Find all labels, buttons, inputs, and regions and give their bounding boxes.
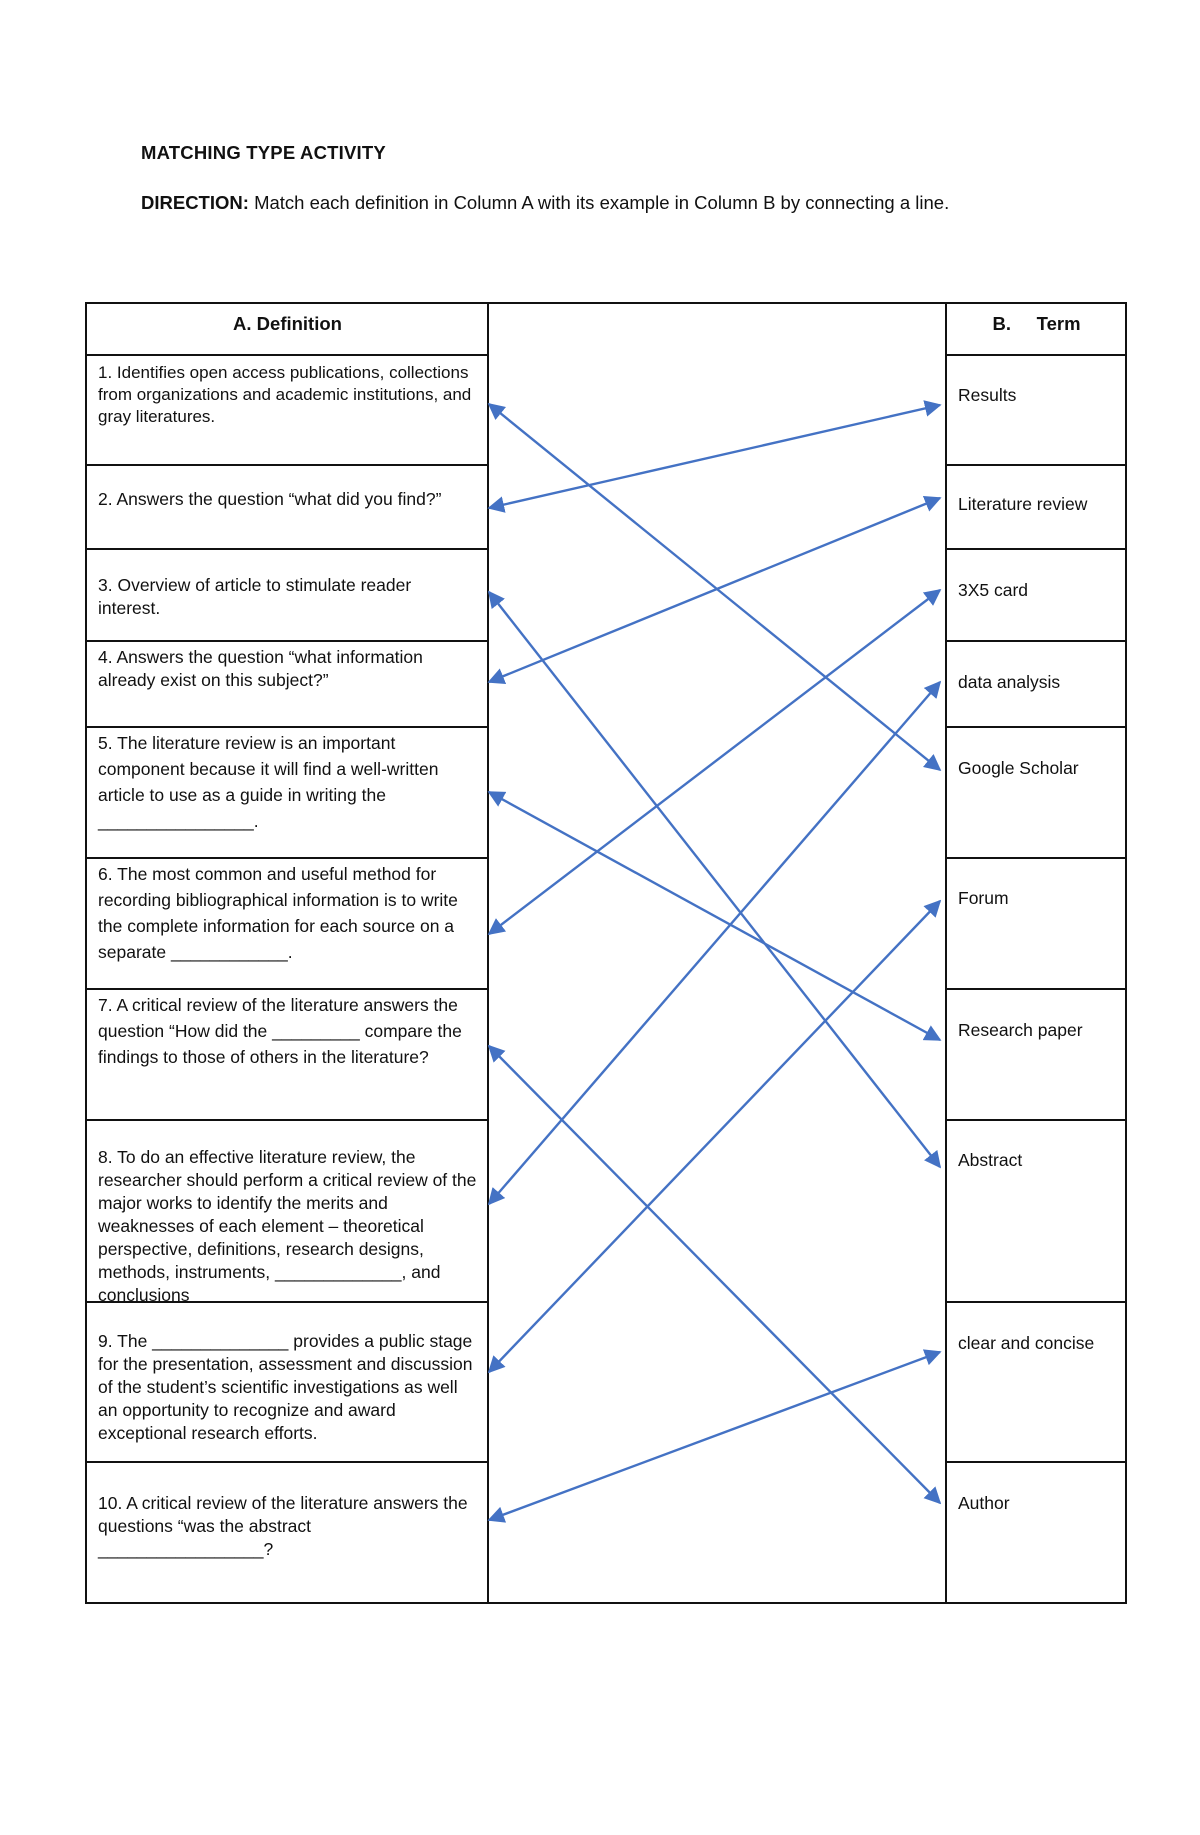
connector-4-to-2 xyxy=(489,498,940,682)
connector-5-to-7 xyxy=(489,792,940,1040)
term-3: 3X5 card xyxy=(958,580,1029,600)
definition-7: 7. A critical review of the literature answers the question “How did the _________ compare the findings to those of others in the literature? xyxy=(98,995,462,1067)
connector-1-to-5 xyxy=(489,404,940,770)
definition-9: 9. The ______________ provides a public stage for the presentation, assessment and discussion of the student’s scientific investigations as well an opportunity to recognize and award exceptional research efforts. xyxy=(98,1331,473,1443)
definition-1: 1. Identifies open access publications, collections from organizations and academic institutions, and gray literatures. xyxy=(98,363,472,426)
direction-label: DIRECTION: xyxy=(141,192,249,213)
term-6: Forum xyxy=(958,888,1009,908)
definition-10: 10. A critical review of the literature answers the questions “was the abstract _________________? xyxy=(98,1493,468,1559)
activity-title: MATCHING TYPE ACTIVITY xyxy=(141,142,386,163)
direction-body: Match each definition in Column A with its example in Column B by connecting a line. xyxy=(254,192,950,213)
term-10: Author xyxy=(958,1493,1010,1513)
term-7: Research paper xyxy=(958,1020,1083,1040)
connector-7-to-10 xyxy=(489,1046,940,1503)
definition-5: 5. The literature review is an important component because it will find a well-written article to use as a guide in writing the ________________. xyxy=(98,733,439,831)
column-a-header: A. Definition xyxy=(233,313,342,334)
connector-9-to-6 xyxy=(489,901,940,1372)
term-2: Literature review xyxy=(958,494,1088,514)
term-8: Abstract xyxy=(958,1150,1023,1170)
connector-2-to-1 xyxy=(489,405,940,508)
term-5: Google Scholar xyxy=(958,758,1079,778)
definition-8: 8. To do an effective literature review, the researcher should perform a critical review of the major works to identify the merits and weaknesses of each element – theoretical perspective, definitions, research designs, methods, instruments, _____________, and conclusions xyxy=(98,1147,477,1305)
column-b-header: B. Term xyxy=(992,313,1081,334)
definition-3: 3. Overview of article to stimulate reader interest. xyxy=(98,575,412,618)
definition-4: 4. Answers the question “what information already exist on this subject?” xyxy=(98,647,423,690)
term-9: clear and concise xyxy=(958,1333,1095,1353)
connector-8-to-4 xyxy=(489,682,940,1204)
term-4: data analysis xyxy=(958,672,1061,692)
definition-2: 2. Answers the question “what did you find?” xyxy=(98,489,442,509)
connector-3-to-8 xyxy=(489,592,940,1167)
definition-6: 6. The most common and useful method for recording bibliographical information is to write the complete information for each source on a separate ____________. xyxy=(98,864,458,962)
term-1: Results xyxy=(958,385,1017,405)
